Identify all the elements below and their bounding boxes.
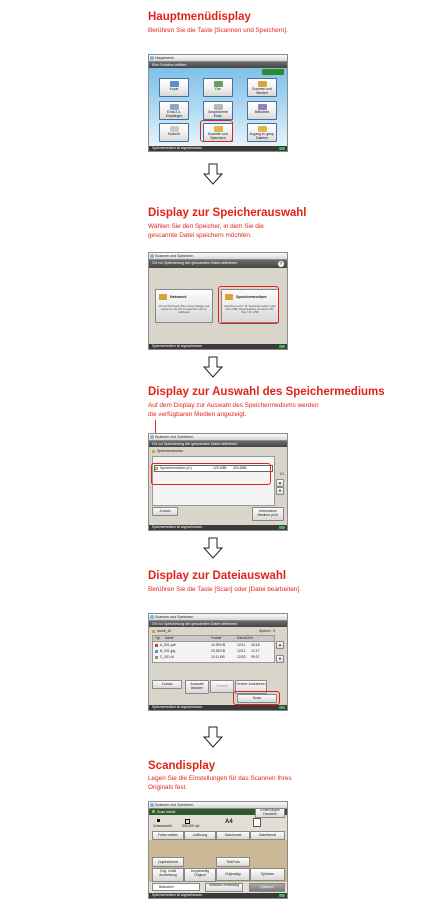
- filename-value: Bäänchen: [159, 885, 174, 889]
- down-arrow-icon: [203, 163, 223, 185]
- section-description: [148, 223, 378, 240]
- button-label: Text/Foto: [226, 860, 240, 864]
- scan-label: Scan: [252, 696, 262, 700]
- info-button[interactable]: [252, 507, 284, 521]
- file-row[interactable]: [155, 649, 272, 654]
- button-label: Farbe wählen: [158, 833, 178, 837]
- network-label: Netzwerk: [170, 295, 187, 299]
- status-text: Speichermedium ist angeschlossen.: [152, 146, 204, 150]
- titlebar: [149, 55, 287, 62]
- tile-scan-send[interactable]: [247, 78, 277, 97]
- status-bar: [149, 525, 287, 530]
- button-label: Dateiformat: [258, 833, 277, 837]
- file-time: 09:37: [251, 655, 260, 659]
- status-light-icon: [279, 526, 285, 529]
- favorites-button[interactable]: [255, 808, 285, 818]
- status-light-icon: [279, 345, 285, 348]
- titlebar-text: Scannen und Speichern: [155, 615, 194, 619]
- favorites-label: Einstellungen Favoriten: [260, 808, 280, 816]
- section-title: Display zur Speicherauswahl: [148, 207, 307, 219]
- color-mode-icon: [157, 819, 160, 822]
- titlebar: [149, 434, 287, 441]
- file-name: A_001.pdf: [160, 643, 176, 647]
- status-text: Speichermedium ist angeschlossen.: [152, 893, 204, 897]
- file-date: 12/11: [237, 649, 246, 653]
- back-button[interactable]: [152, 507, 178, 516]
- tile-label: Scanner: [167, 132, 181, 136]
- clear-selection-label: Auswahl löschen: [190, 682, 204, 690]
- scroll-up-button[interactable]: ▲: [276, 479, 284, 487]
- two-sided-button[interactable]: [184, 868, 216, 882]
- file-size: 23.98 KB: [211, 649, 225, 653]
- media-select-screen: [148, 433, 288, 531]
- col-name[interactable]: Name: [165, 636, 174, 640]
- resolution-value: 300x300 dpi: [182, 824, 200, 828]
- scan-store-icon: [150, 435, 154, 439]
- page-counter: 1/1: [279, 472, 284, 476]
- jpg-icon: [155, 650, 158, 653]
- path-text: /work_A/: [157, 629, 171, 633]
- desc-line: gescannte Datei speichern möchten.: [148, 231, 252, 239]
- down-arrow-icon: [203, 726, 223, 748]
- down-arrow-icon: [203, 356, 223, 378]
- status-bar: [149, 146, 287, 151]
- status-bar: [149, 705, 287, 710]
- tile-access-files[interactable]: [247, 123, 277, 142]
- details-button[interactable]: [210, 680, 234, 693]
- instruction-bar: Ort zur Speicherung der gescannten Daten definieren.: [149, 441, 287, 447]
- status-light-icon: [279, 894, 285, 897]
- storage-select-screen: [148, 252, 288, 350]
- file-date: 12/11: [237, 643, 246, 647]
- tile-label: Kopie: [169, 87, 179, 91]
- scan-store-icon: [150, 254, 154, 258]
- confirm-label: Optionen: [260, 885, 274, 889]
- desc-line: Legen Sie die Einstellungen für das Scannen Ihres: [148, 775, 292, 782]
- tile-scanner[interactable]: [159, 123, 189, 142]
- memory-label: Speichermedium: [236, 295, 267, 299]
- main-menu-screen: [148, 54, 288, 152]
- file-name: B_001.jpg: [160, 649, 176, 653]
- help-icon[interactable]: ?: [279, 261, 283, 266]
- section-description: [148, 775, 378, 792]
- file-select-screen: [148, 613, 288, 711]
- color-mode-value: Schwarzweiß: [153, 824, 172, 828]
- file-time: 15:18: [251, 643, 260, 647]
- tile-copy[interactable]: [159, 78, 189, 97]
- network-button[interactable]: [155, 289, 213, 323]
- original-type-button[interactable]: [216, 868, 250, 881]
- scan-settings-screen: [148, 801, 288, 899]
- status-light-icon: [279, 147, 285, 150]
- tile-label: Bibliothek: [254, 110, 270, 114]
- tile-library[interactable]: [247, 101, 277, 120]
- back-label: Zurück: [159, 509, 171, 513]
- col-date[interactable]: Datum/Zeit: [237, 636, 253, 640]
- folder-functions-label: Ordner-funktionen: [236, 682, 266, 686]
- green-indicator-icon: [262, 69, 284, 75]
- default-settings-button[interactable]: [205, 883, 243, 892]
- tile-label: Scannen und Senden: [252, 87, 272, 95]
- desc-line: Berühren Sie die Taste [Scannen und Speichern].: [148, 27, 288, 34]
- folder-icon: [152, 450, 155, 453]
- media-name: Speichermedium (A:): [160, 466, 192, 470]
- titlebar: [149, 614, 287, 621]
- status-text: Speichermedium ist angeschlossen.: [152, 705, 204, 709]
- section-title: Hauptmenüdisplay: [148, 11, 251, 23]
- file-size: 44.99 KB: [211, 643, 225, 647]
- tif-icon: [155, 656, 158, 659]
- file-size: 10.11 KB: [211, 655, 225, 659]
- scroll-up-button[interactable]: ▲: [276, 641, 284, 649]
- button-label: Scanformat: [224, 833, 242, 837]
- status-text: Speichermedium ist angeschlossen.: [152, 344, 204, 348]
- section-description: [148, 586, 378, 595]
- titlebar: [149, 253, 287, 260]
- file-row[interactable]: [155, 643, 272, 648]
- status-bar: [149, 893, 287, 898]
- file-time: 12:17: [251, 649, 260, 653]
- tile-label: Zugang zu gesp. Dateien: [249, 132, 275, 140]
- default-settings-label: Standard-einstellung: [208, 883, 240, 887]
- status-bar: [149, 344, 287, 349]
- section-title: Display zur Dateiauswahl: [148, 570, 287, 582]
- col-format[interactable]: Format: [211, 636, 222, 640]
- instruction-bar: Eine Funktion wählen.: [149, 62, 287, 68]
- desc-line: Auf dem Display zur Auswahl des Speichermediums werden: [148, 402, 319, 409]
- resolution-button[interactable]: [184, 831, 216, 840]
- section-title: Display zur Auswahl des Speichermediums: [148, 386, 385, 398]
- filename-field[interactable]: [152, 883, 200, 891]
- orientation-button[interactable]: [152, 868, 184, 882]
- button-label: Duplexformat: [158, 860, 178, 864]
- network-icon: [159, 294, 167, 300]
- button-label: Originaltyp: [225, 872, 241, 876]
- confirm-options-button[interactable]: [249, 883, 285, 892]
- pdf-format-icon: [253, 818, 261, 827]
- titlebar-text: Scannen und Speichern: [155, 435, 194, 439]
- select-color-button[interactable]: [152, 831, 184, 840]
- options-button[interactable]: [250, 868, 285, 881]
- highlight-frame: [218, 286, 279, 324]
- down-arrow-icon: [203, 537, 223, 559]
- titlebar-text: Scannen und Speichern: [155, 254, 194, 258]
- path-label: [152, 629, 171, 633]
- button-label: Optionen: [260, 872, 275, 876]
- ready-text: Scan bereit.: [157, 810, 177, 814]
- button-label: Doppelseitig Original: [190, 869, 210, 877]
- tile-label: Gespeicherte Einst.: [207, 110, 229, 118]
- file-date: 12/03: [237, 655, 246, 659]
- file-count: Speich.: 0: [259, 629, 275, 633]
- breadcrumb: [152, 449, 183, 453]
- status-light-icon: [279, 706, 285, 709]
- file-row[interactable]: [155, 655, 272, 660]
- scan-store-icon: [150, 615, 154, 619]
- tile-label: Einst./Lö. Empfänger: [165, 110, 183, 118]
- clear-selection-button[interactable]: [185, 680, 209, 694]
- media-free: 129.2MB: [213, 466, 227, 470]
- memory-description: Speichern auf z. B. Speichermedium oder eine USB, Speicherkarte mit einem PC. Sie z. B. USB: [224, 304, 276, 315]
- file-list: [152, 641, 275, 663]
- details-label: Details: [216, 684, 228, 688]
- highlight-frame: [233, 691, 280, 705]
- tile-label: Fax: [215, 87, 221, 91]
- highlight-frame: [151, 463, 271, 485]
- tile-label: Scannen und Speichern: [208, 132, 228, 140]
- desc-line: Berühren Sie die Taste [Scan] oder [Datei bearbeiten].: [148, 586, 301, 593]
- desc-line: Wählen Sie den Speicher, in dem Sie die: [148, 223, 264, 230]
- status-text: Speichermedium ist angeschlossen.: [152, 525, 204, 529]
- section-description: [148, 402, 378, 419]
- scan-store-icon: [150, 803, 154, 807]
- titlebar-text: Hauptmenü: [155, 56, 174, 60]
- pdf-icon: [155, 644, 158, 647]
- tile-stored-settings[interactable]: [203, 101, 233, 120]
- button-label: Auflösung: [192, 833, 208, 837]
- media-total: 324.6MB: [233, 466, 247, 470]
- titlebar-text: Scannen und Speichern: [155, 803, 194, 807]
- info-label: Information Medium prüf.: [257, 509, 279, 517]
- back-button[interactable]: [152, 680, 182, 689]
- button-label: Orig. Inhalt Ausrichtung: [159, 869, 177, 877]
- desc-line: die verfügbaren Medien angezeigt.: [148, 410, 247, 418]
- home-icon: [150, 56, 154, 60]
- scroll-down-button[interactable]: ▼: [276, 655, 284, 663]
- tile-fax[interactable]: [203, 78, 233, 97]
- desc-line: Originals fest.: [148, 783, 188, 791]
- instruction-bar: Ort zur Speicherung der gescannten Daten definieren.: [149, 621, 287, 627]
- section-description: [148, 27, 378, 36]
- duplex-format-button[interactable]: [152, 857, 184, 867]
- back-label: Zurück: [161, 682, 173, 686]
- text-photo-button[interactable]: [216, 857, 250, 867]
- scan-size-button[interactable]: [216, 831, 250, 840]
- file-name: C_001.tif: [160, 655, 174, 659]
- section-title: Scandisplay: [148, 760, 216, 772]
- scroll-down-button[interactable]: ▼: [276, 487, 284, 495]
- highlight-frame: [200, 120, 233, 142]
- ready-icon: [152, 810, 155, 813]
- tile-address[interactable]: [159, 101, 189, 120]
- folder-icon: [152, 630, 155, 633]
- file-format-button[interactable]: [250, 831, 285, 840]
- instruction-bar: Ort zur Speicherung der gescannten Daten definieren.: [149, 260, 287, 268]
- size-value: A4: [225, 819, 233, 825]
- breadcrumb-text: Speicherstruktur: [157, 449, 184, 453]
- network-description: Ort auf Netzwerk (Dies Freie Ablage) auf Systems, die PC zu speichern auf zu aufbieten: [158, 304, 210, 315]
- col-type[interactable]: Typ: [155, 636, 161, 640]
